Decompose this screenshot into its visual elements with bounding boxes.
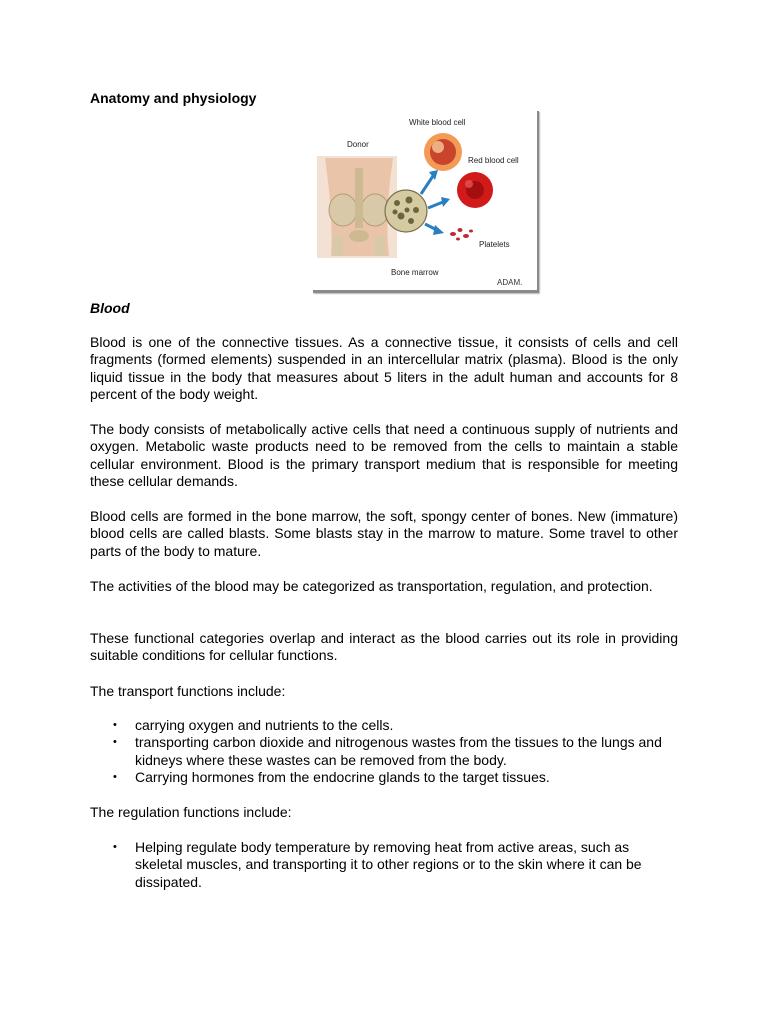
bone-marrow-label: Bone marrow <box>391 268 439 277</box>
adam-logo: ADAM. <box>497 278 523 287</box>
bullet: • <box>113 719 117 731</box>
list-item: • carrying oxygen and nutrients to the cells. <box>113 717 394 733</box>
sacrum <box>349 230 369 242</box>
femur-right <box>375 236 385 256</box>
list-item: • transporting carbon dioxide and nitrogenous wastes from the tissues to the lungs and kidneys where these wastes can be removed from the body. <box>113 734 662 768</box>
list-item: • Carrying hormones from the endocrine glands to the target tissues. <box>113 769 550 786</box>
regulation-list <box>90 839 678 891</box>
red-blood-cell-label: Red blood cell <box>468 156 519 165</box>
transport-list <box>90 717 678 787</box>
platelets-icon <box>450 228 473 241</box>
document-title: Anatomy and physiology <box>90 90 257 106</box>
spine <box>355 168 363 228</box>
list-item: • Helping regulate body temperature by removing heat from active areas, such as skeletal muscles, and transporting it to other regions or to the skin where it can be dissipated. <box>113 839 642 890</box>
paragraph-5: These functional categories overlap and interact as the blood carries out its role in providing suitable conditions for cellular functions. <box>90 630 678 664</box>
paragraph-1: Blood is one of the connective tissues. As a connective tissue, it consists of cells and cell fragments (formed elements) suspended in an intercellular matrix (plasma). Blood is the only liquid tissue in the body that measures about 5 liters in the adult human and accounts for 8 percent of the body weight. <box>90 334 678 403</box>
white-blood-cell-label: White blood cell <box>409 118 466 127</box>
section-heading-blood: Blood <box>90 300 130 316</box>
platelets-label: Platelets <box>479 240 510 249</box>
transport-intro: The transport functions include: <box>90 683 286 699</box>
blood-cells-figure <box>311 108 537 290</box>
blood-cells-illustration <box>311 108 537 290</box>
paragraph-3: Blood cells are formed in the bone marrow, the soft, spongy center of bones. New (immature) blood cells are called blasts. Some blasts stay in the marrow to mature. Some travel to other parts of the body to mature. <box>90 508 678 559</box>
bullet: • <box>113 736 117 749</box>
femur-left <box>333 236 343 256</box>
pelvis-left <box>329 194 357 226</box>
donor-label: Donor <box>347 140 369 149</box>
paragraph-4: The activities of the blood may be categorized as transportation, regulation, and protection. <box>90 578 653 594</box>
regulation-intro: The regulation functions include: <box>90 804 292 820</box>
bullet: • <box>113 771 117 784</box>
paragraph-2: The body consists of metabolically active cells that need a continuous supply of nutrients and oxygen. Metabolic waste products need to be removed from the cells to maintain a stable cellular environment. Blood is the primary transport medium that is responsible for meeting these cellular demands. <box>90 421 678 490</box>
bullet: • <box>113 841 117 853</box>
